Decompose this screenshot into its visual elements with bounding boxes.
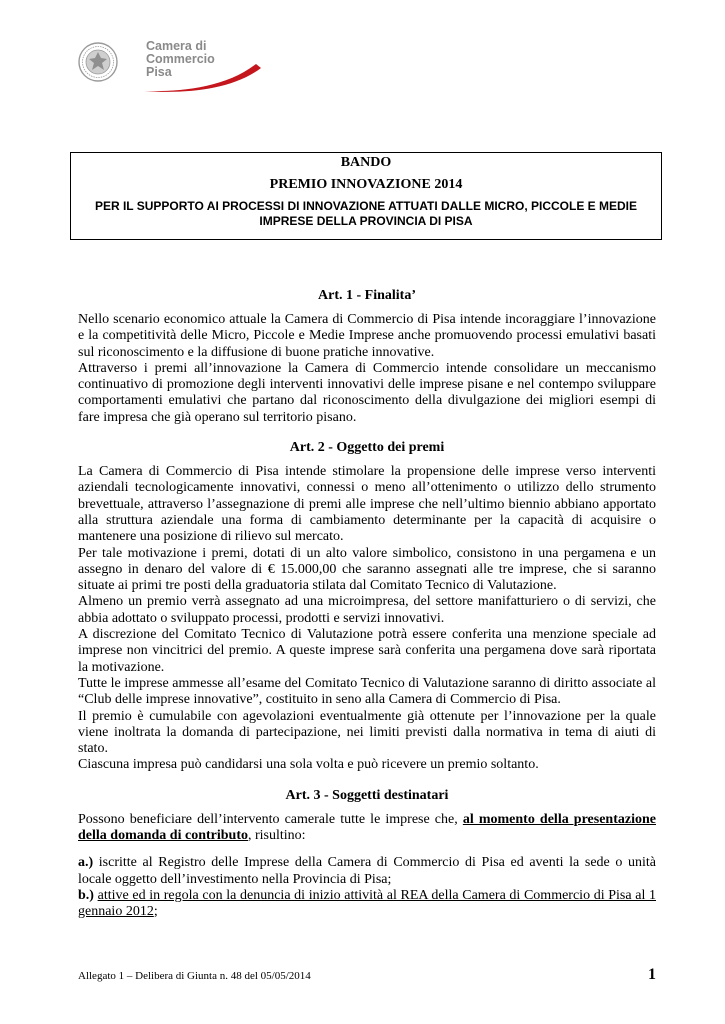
art2-paragraph-7: Ciascuna impresa può candidarsi una sola volta e può ricevere un premio soltanto. <box>78 757 539 773</box>
art3-title: Art. 3 - Soggetti destinatari <box>285 787 449 803</box>
title-box <box>70 152 662 240</box>
art3-intro-text: Possono beneficiare dell’intervento camerale tutte le imprese che, <box>78 811 463 827</box>
art1-title: Art. 1 - Finalita’ <box>318 288 416 303</box>
art2-paragraph-5: Tutte le imprese ammesse all’esame del Comitato Tecnico di Valutazione saranno di diritto associate al “Club delle imprese innovative”, costituito in seno alla Camera di Commercio di Pisa. <box>78 675 656 708</box>
page-number: 1 <box>648 966 656 983</box>
art2-paragraph-1: La Camera di Commercio di Pisa intende stimolare la propensione delle imprese verso interventi aziendali tecnologicamente innovativi, connessi o meno all’ottenimento o utilizzo dello strumento brevettuale, attraverso l’assegnazione di premi alle imprese che nell’ultimo biennio abbiano apportato alla struttura aziendale una forma di cambiamento determinante per la capacità di acquisire o mantenere una posizione di rilievo sul mercato. <box>78 464 656 545</box>
art2-paragraph-3: Almeno un premio verrà assegnato ad una microimpresa, del settore manifatturiero o di servizi, che abbia adottato o sviluppato processi, prodotti e servizi innovativi. <box>78 594 656 626</box>
art3-intro <box>78 812 656 845</box>
seal-icon <box>78 42 118 82</box>
art1-paragraph-1: Nello scenario economico attuale la Camera di Commercio di Pisa intende incoraggiare l’innovazione e la competitività delle Micro, Piccole e Medie Imprese anche promuovendo processi emulativi basati sul riconoscimento e la diffusione di buone pratiche innovative. <box>78 312 656 360</box>
page-footer <box>78 968 656 988</box>
title-subtitle: PER IL SUPPORTO AI PROCESSI DI INNOVAZIONE ATTUATI DALLE MICRO, PICCOLE E MEDIE IMPRESE DELLA PROVINCIA DI PISA <box>94 199 638 228</box>
art3-item-b-text: attive ed in regola con la denuncia di inizio attività al REA della Camera di Commercio di Pisa al 1 gennaio 2012 <box>78 887 656 920</box>
logo-swoosh-icon <box>140 58 265 94</box>
art2-paragraph-6: Il premio è cumulabile con agevolazioni eventualmente già ottenute per l’innovazione per la quale viene inoltrata la domanda di partecipazione, nei limiti previsti dalla normativa in tema di aiuti di stato. <box>78 708 656 757</box>
letterhead <box>78 40 278 96</box>
art1-paragraph-2: Attraverso i premi all’innovazione la Camera di Commercio intende consolidare un meccanismo continuativo di promozione degli interventi innovativi delle imprese pisane e nel contempo sviluppare comportamenti emulativi che partano dal riconoscimento della divulgazione dei migliori esempi di fare impresa che già operano sul territorio pisano. <box>78 360 656 425</box>
art2-paragraph-4: A discrezione del Comitato Tecnico di Valutazione potrà essere conferita una menzione speciale ad imprese non vincitrici del premio. A queste imprese sarà conferita una pergamena dove sarà riportata la motivazione. <box>78 627 656 675</box>
logo-line-1: Camera di Commercio <box>146 39 215 66</box>
art3-item-b <box>78 888 656 921</box>
art3-item-b-end: ; <box>153 904 158 920</box>
art3-intro-end: , risultino: <box>247 828 306 844</box>
art2-paragraph-2: Per tale motivazione i premi, dotati di un alto valore simbolico, consistono in una pergamena e un assegno in denaro del valore di € 15.000,00 che saranno assegnati alle tre imprese, che si saranno situate ai primi tre posti della graduatoria stilata dal Comitato Tecnico di Valutazione. <box>78 545 656 594</box>
title-premio: PREMIO INNOVAZIONE 2014 <box>269 177 463 192</box>
document-body <box>78 288 656 921</box>
art3-intro-emphasis: al momento della presentazione della domanda di contributo <box>78 811 656 844</box>
art3-item-b-label: b.) <box>78 887 94 903</box>
art3-item-a <box>78 855 656 888</box>
logo-line-2: Pisa <box>146 65 172 79</box>
art3-item-a-text: iscritte al Registro delle Imprese della Camera di Commercio di Pisa ed aventi la sede o unità locale oggetto dell’investimento nella Provincia di Pisa; <box>78 855 656 887</box>
art3-item-a-label: a.) <box>78 855 94 871</box>
footer-text: Allegato 1 – Delibera di Giunta n. 48 del 05/05/2014 <box>78 970 311 982</box>
art2-title: Art. 2 - Oggetto dei premi <box>289 440 445 456</box>
title-bando: BANDO <box>340 155 392 170</box>
